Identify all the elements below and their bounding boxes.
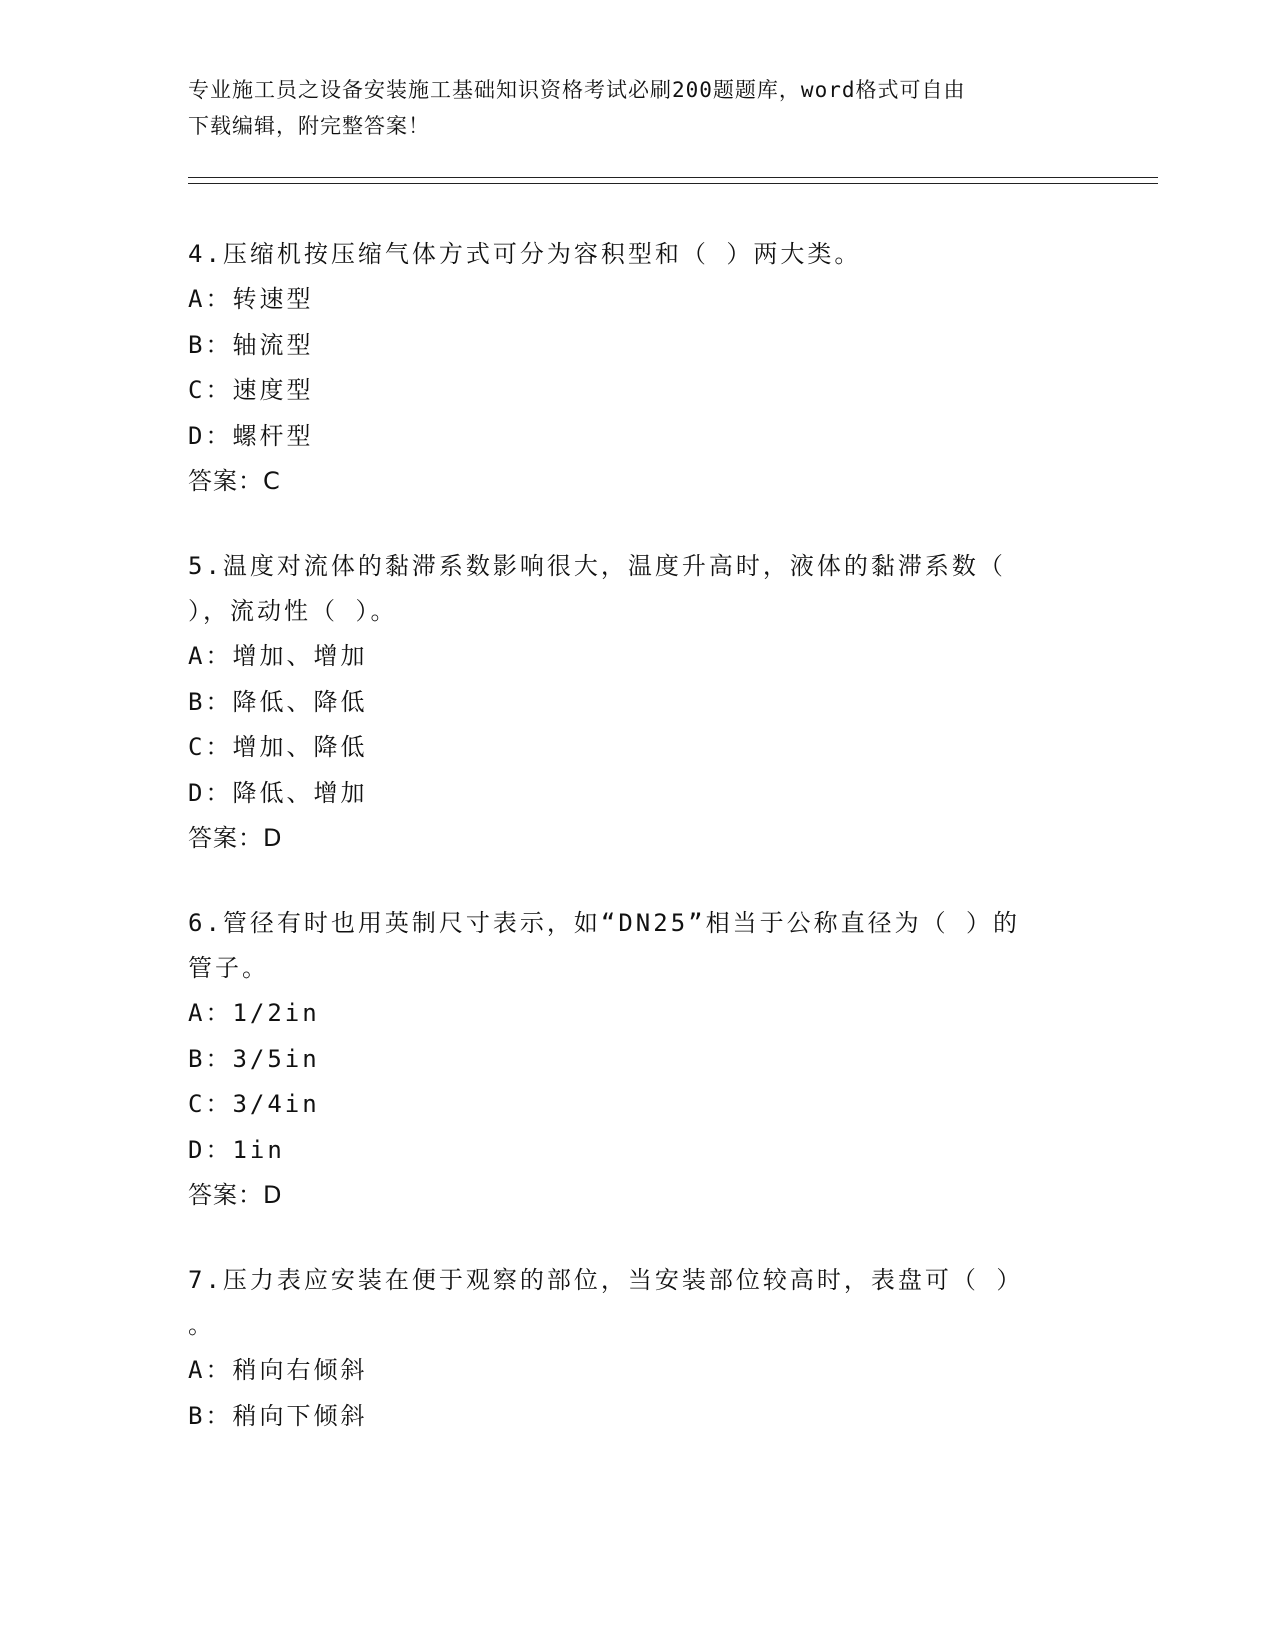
question-6 <box>188 901 1088 1218</box>
question-stem: 7.压力表应安装在便于观察的部位，当安装部位较高时，表盘可（ ） <box>188 1266 1024 1294</box>
question-stem: 5.温度对流体的黏滞系数影响很大，温度升高时，液体的黏滞系数（ <box>188 552 1006 580</box>
header-divider-bottom <box>188 183 1158 184</box>
question-stem-continued: 。 <box>188 1311 215 1339</box>
header-line-2: 下载编辑，附完整答案！ <box>188 114 430 138</box>
option-d: D：1in <box>188 1135 285 1164</box>
option-a: A：转速型 <box>188 285 314 313</box>
option-a: A：增加、增加 <box>188 642 368 670</box>
question-stem-continued: ），流动性（ ）。 <box>188 597 398 625</box>
question-7 <box>188 1258 1088 1439</box>
option-a: A：1/2in <box>188 999 320 1027</box>
question-list <box>188 232 1088 1479</box>
option-d: D：螺杆型 <box>188 421 314 450</box>
answer: 答案：D <box>188 824 283 852</box>
option-b: B：降低、降低 <box>188 687 368 716</box>
question-stem-continued: 管子。 <box>188 954 269 982</box>
option-a: A：稍向右倾斜 <box>188 1356 368 1384</box>
question-5 <box>188 544 1088 861</box>
option-c: C：3/4in <box>188 1090 320 1118</box>
answer: 答案：C <box>188 467 281 495</box>
option-b: B：3/5in <box>188 1044 320 1073</box>
question-4 <box>188 232 1088 504</box>
option-c: C：速度型 <box>188 376 314 404</box>
option-b: B：稍向下倾斜 <box>188 1401 368 1430</box>
document-header <box>188 72 1068 144</box>
answer: 答案：D <box>188 1181 283 1209</box>
option-d: D：降低、增加 <box>188 778 368 807</box>
header-divider-top <box>188 177 1158 178</box>
header-line-1: 专业施工员之设备安装施工基础知识资格考试必刷200题题库，word格式可自由 <box>188 78 966 102</box>
question-stem: 6.管径有时也用英制尺寸表示，如“DN25”相当于公称直径为（ ）的 <box>188 909 1021 937</box>
option-c: C：增加、降低 <box>188 733 368 761</box>
option-b: B：轴流型 <box>188 330 314 359</box>
question-stem: 4.压缩机按压缩气体方式可分为容积型和（ ）两大类。 <box>188 240 862 268</box>
